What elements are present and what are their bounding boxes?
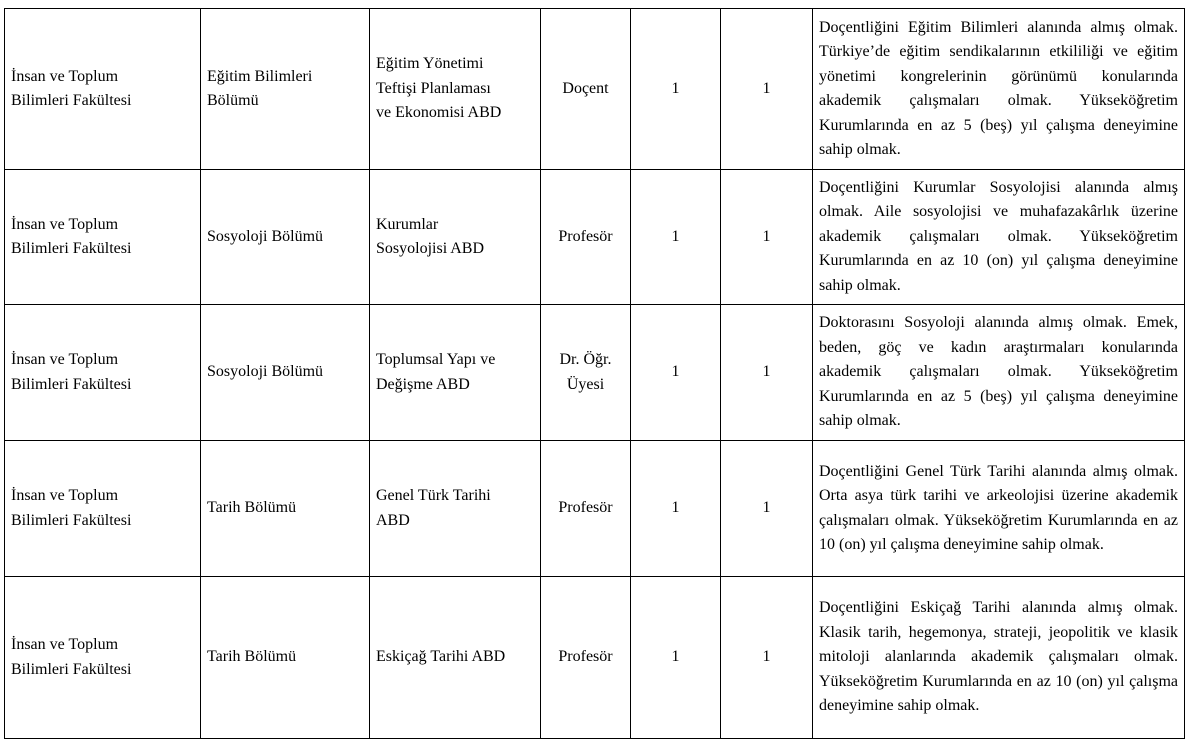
requirement-text: Doçentliğini Eskiçağ Tarihi alanında almış olmak. Klasik tarih, hegemonya, strateji, jeopolitik ve klasik mitoloji alanlarında akademik çalışmaları olmak. Yükseköğretim Kurumlarında en az 10 (on) yıl çalışma deneyimine sahip olmak. xyxy=(819,599,1178,715)
department-line: Eğitim Bilimleri xyxy=(207,67,313,85)
division-cell xyxy=(370,305,541,441)
faculty-line: İnsan ve Toplum xyxy=(11,215,119,233)
faculty-line: İnsan ve Toplum xyxy=(11,487,119,504)
division-line: Toplumsal Yapı ve xyxy=(376,351,496,368)
count-b-cell: 1 xyxy=(721,305,813,441)
faculty-line: Bilimleri Fakültesi xyxy=(11,375,132,393)
division-cell xyxy=(370,9,541,170)
count-b-cell: 1 xyxy=(721,170,813,305)
faculty-line: Bilimleri Fakültesi xyxy=(11,511,132,529)
requirement-text: Doçentliğini Eğitim Bilimleri alanında almış olmak. Türkiye’de eğitim sendikalarının etkililiği ve eğitim yönetimi kongrelerinin görünümü konularında akademik çalışmaları olmak. Yükseköğretim Kurumlarında en az 5 (beş) yıl çalışma deneyimine sahip olmak. xyxy=(819,18,1178,158)
division-cell xyxy=(370,577,541,739)
table-row xyxy=(5,9,1185,170)
title-cell xyxy=(541,9,631,170)
department-line: Bölümü xyxy=(207,92,259,109)
department-line: Tarih Bölümü xyxy=(207,499,297,517)
count-a-cell: 1 xyxy=(631,305,721,441)
department-cell xyxy=(201,305,370,441)
department-cell xyxy=(201,170,370,305)
count-b-cell: 1 xyxy=(721,577,813,739)
requirement-text: Doktorasını Sosyoloji alanında almış olmak. Emek, beden, göç ve kadın araştırmaları konularında akademik çalışmaları olmak. Yükseköğretim Kurumlarında en az 5 (beş) yıl çalışma deneyimine sahip olmak. xyxy=(819,314,1178,430)
faculty-line: İnsan ve Toplum xyxy=(11,636,119,653)
requirement-text: Doçentliğini Genel Türk Tarihi alanında almış olmak. Orta asya türk tarihi ve arkeolojisi üzerine akademik çalışmaları olmak. Yükseköğretim Kurumlarında en az 10 (on) yıl çalışma deneyimine sahip olmak. xyxy=(819,462,1178,553)
department-line: Sosyoloji Bölümü xyxy=(207,363,324,381)
table-row xyxy=(5,441,1185,577)
division-line: Teftişi Planlaması xyxy=(376,79,491,97)
title-cell xyxy=(541,441,631,577)
count-b-cell: 1 xyxy=(721,9,813,170)
faculty-line: İnsan ve Toplum xyxy=(11,67,119,85)
faculty-cell xyxy=(5,577,201,739)
requirement-cell xyxy=(813,305,1185,441)
title-line: Profesör xyxy=(558,648,613,666)
requirement-cell xyxy=(813,577,1185,739)
table-row xyxy=(5,577,1185,739)
title-cell xyxy=(541,305,631,441)
division-line: Değişme ABD xyxy=(376,375,470,393)
faculty-line: Bilimleri Fakültesi xyxy=(11,240,132,257)
title-line: Profesör xyxy=(558,499,613,517)
division-cell xyxy=(370,170,541,305)
table-row xyxy=(5,170,1185,305)
count-a-cell: 1 xyxy=(631,170,721,305)
requirement-text: Doçentliğini Kurumlar Sosyolojisi alanında almış olmak. Aile sosyolojisi ve muhafazakârlık üzerine akademik çalışmaları olmak. Yükseköğretim Kurumlarında en az 10 (on) yıl çalışma deneyimine sahip olmak. xyxy=(819,178,1178,294)
department-line: Sosyoloji Bölümü xyxy=(207,227,324,245)
count-a-cell: 1 xyxy=(631,577,721,739)
title-line: Profesör xyxy=(558,227,613,245)
count-a-cell: 1 xyxy=(631,441,721,577)
faculty-cell xyxy=(5,305,201,441)
count-a-cell: 1 xyxy=(631,9,721,170)
requirement-cell xyxy=(813,441,1185,577)
department-cell xyxy=(201,577,370,739)
department-cell xyxy=(201,9,370,170)
division-cell xyxy=(370,441,541,577)
faculty-line: İnsan ve Toplum xyxy=(11,351,119,368)
department-cell xyxy=(201,441,370,577)
count-b-cell: 1 xyxy=(721,441,813,577)
division-line: ABD xyxy=(376,511,410,529)
division-line: Sosyolojisi ABD xyxy=(376,240,485,257)
title-cell xyxy=(541,170,631,305)
division-line: ve Ekonomisi ABD xyxy=(376,104,502,122)
faculty-cell xyxy=(5,441,201,577)
faculty-line: Bilimleri Fakültesi xyxy=(11,660,132,678)
department-line: Tarih Bölümü xyxy=(207,648,297,666)
faculty-cell xyxy=(5,170,201,305)
faculty-line: Bilimleri Fakültesi xyxy=(11,92,132,109)
staff-position-table xyxy=(4,8,1185,739)
requirement-cell xyxy=(813,9,1185,170)
title-line: Doçent xyxy=(562,79,609,97)
requirement-cell xyxy=(813,170,1185,305)
faculty-cell xyxy=(5,9,201,170)
division-line: Eğitim Yönetimi xyxy=(376,55,484,73)
division-line: Kurumlar xyxy=(376,215,439,233)
table-row xyxy=(5,305,1185,441)
title-cell xyxy=(541,577,631,739)
title-line: Üyesi xyxy=(566,375,605,393)
division-line: Genel Türk Tarihi xyxy=(376,487,491,504)
division-line: Eskiçağ Tarihi ABD xyxy=(376,648,506,666)
title-line: Dr. Öğr. xyxy=(559,351,612,368)
